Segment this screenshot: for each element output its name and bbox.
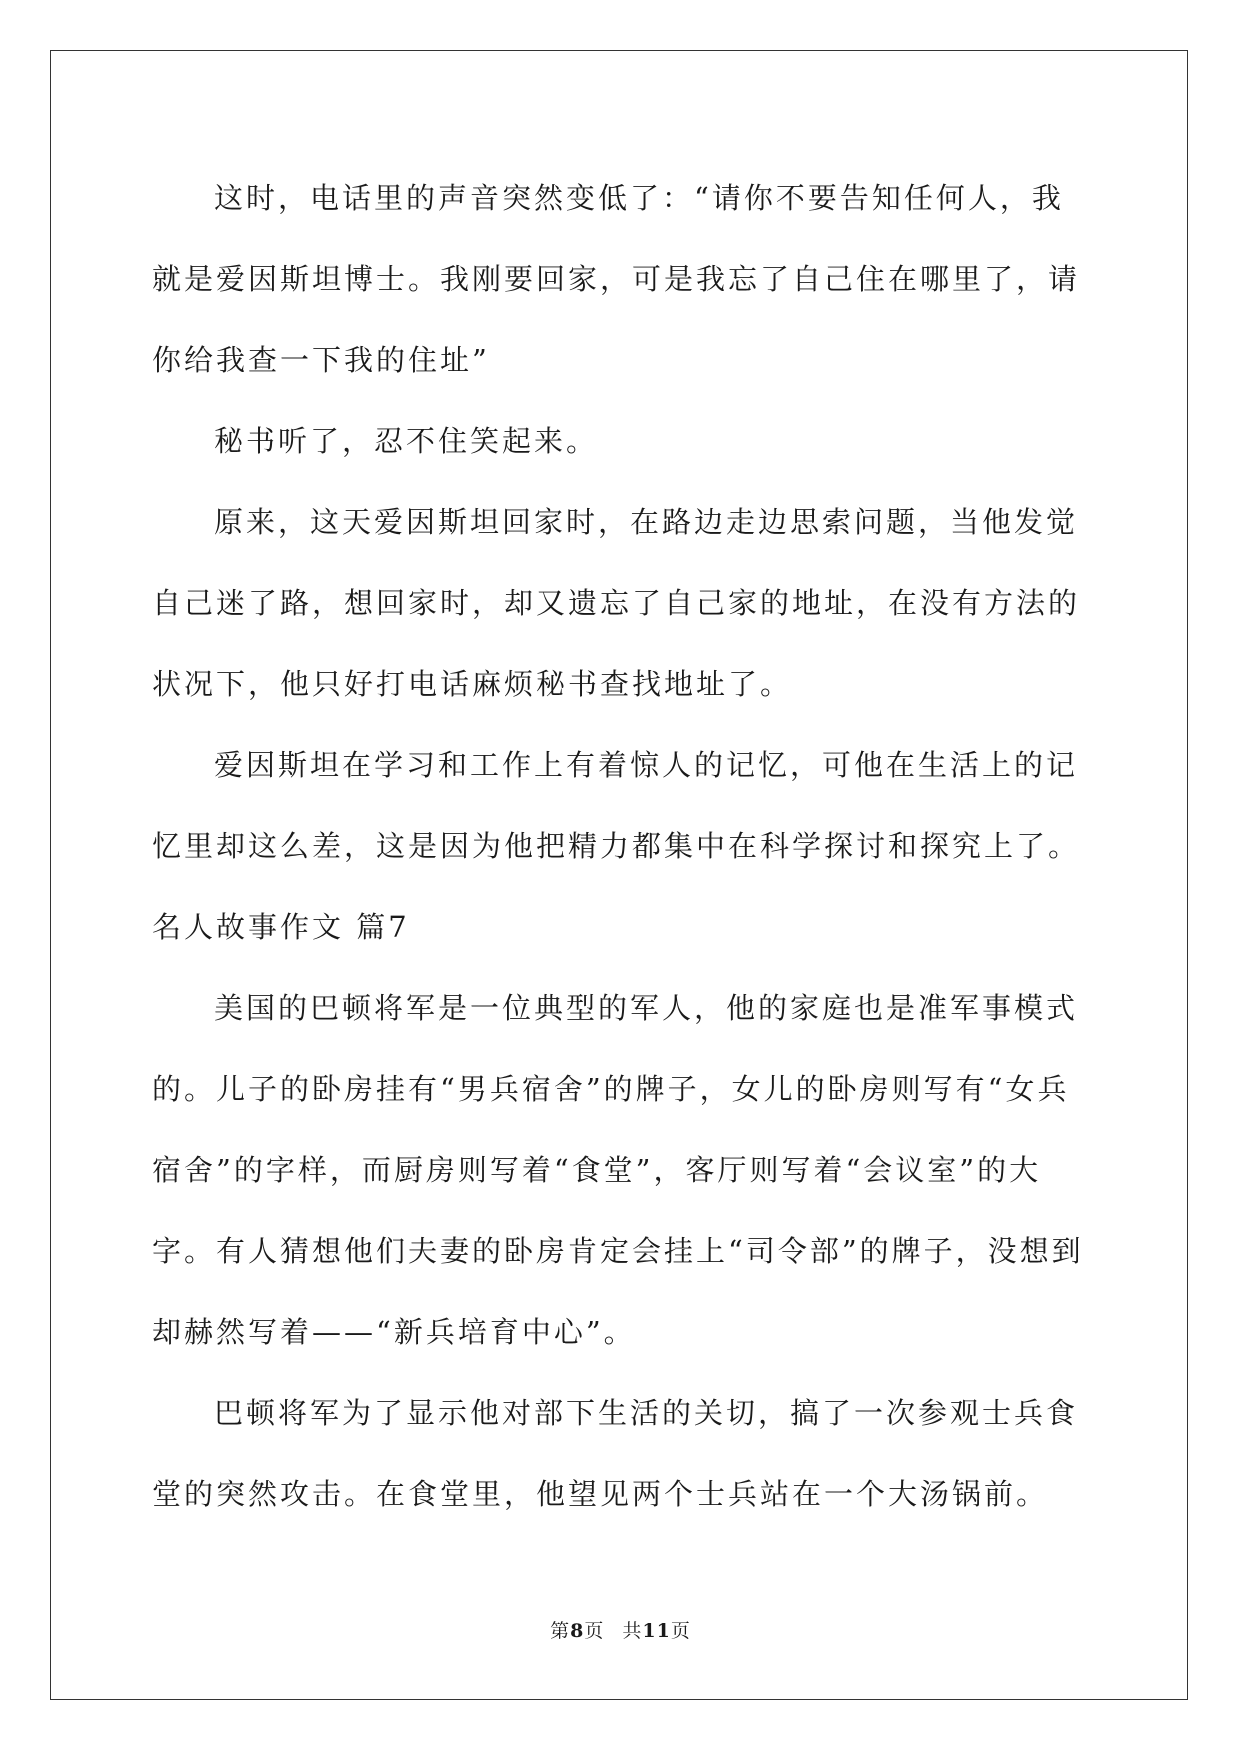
section-heading: 名人故事作文 篇7 [152, 910, 410, 944]
paragraph: 美国的巴顿将军是一位典型的军人，他的家庭也是准军事模式的。儿子的卧房挂有“男兵宿舍”的牌子，女儿的卧房则写有“女兵宿舍”的字样，而厨房则写着“食堂”，客厅则写着“会议室”的大字。有人猜想他们夫妻的卧房肯定会挂上“司令部”的牌子，没想到却赫然写着——“新兵培育中心”。 [152, 991, 1084, 1349]
paragraph: 巴顿将军为了显示他对部下生活的关切，搞了一次参观士兵食堂的突然攻击。在食堂里，他望见两个士兵站在一个大汤锅前。 [152, 1396, 1079, 1511]
footer-page-suffix: 页 [584, 1620, 605, 1642]
paragraph: 这时，电话里的声音突然变低了：“请你不要告知任何人，我就是爱因斯坦博士。我刚要回家，可是我忘了自己住在哪里了，请你给我查一下我的住址” [152, 181, 1081, 377]
footer-total-number: 11 [642, 1620, 671, 1642]
footer-total-suffix: 页 [670, 1620, 691, 1642]
footer-page-prefix: 第 [550, 1620, 571, 1642]
document-body [152, 158, 1092, 1535]
paragraph: 爱因斯坦在学习和工作上有着惊人的记忆，可他在生活上的记忆里却这么差，这是因为他把精力都集中在科学探讨和探究上了。 [152, 748, 1081, 863]
paragraph: 秘书听了，忍不住笑起来。 [214, 424, 599, 458]
footer-page-number: 8 [570, 1620, 585, 1642]
page-footer [0, 1616, 1241, 1643]
footer-total-prefix: 共 [622, 1620, 643, 1642]
paragraph: 原来，这天爱因斯坦回家时，在路边走边思索问题，当他发觉自己迷了路，想回家时，却又遗忘了自己家的地址，在没有方法的状况下，他只好打电话麻烦秘书查找地址了。 [152, 505, 1081, 701]
